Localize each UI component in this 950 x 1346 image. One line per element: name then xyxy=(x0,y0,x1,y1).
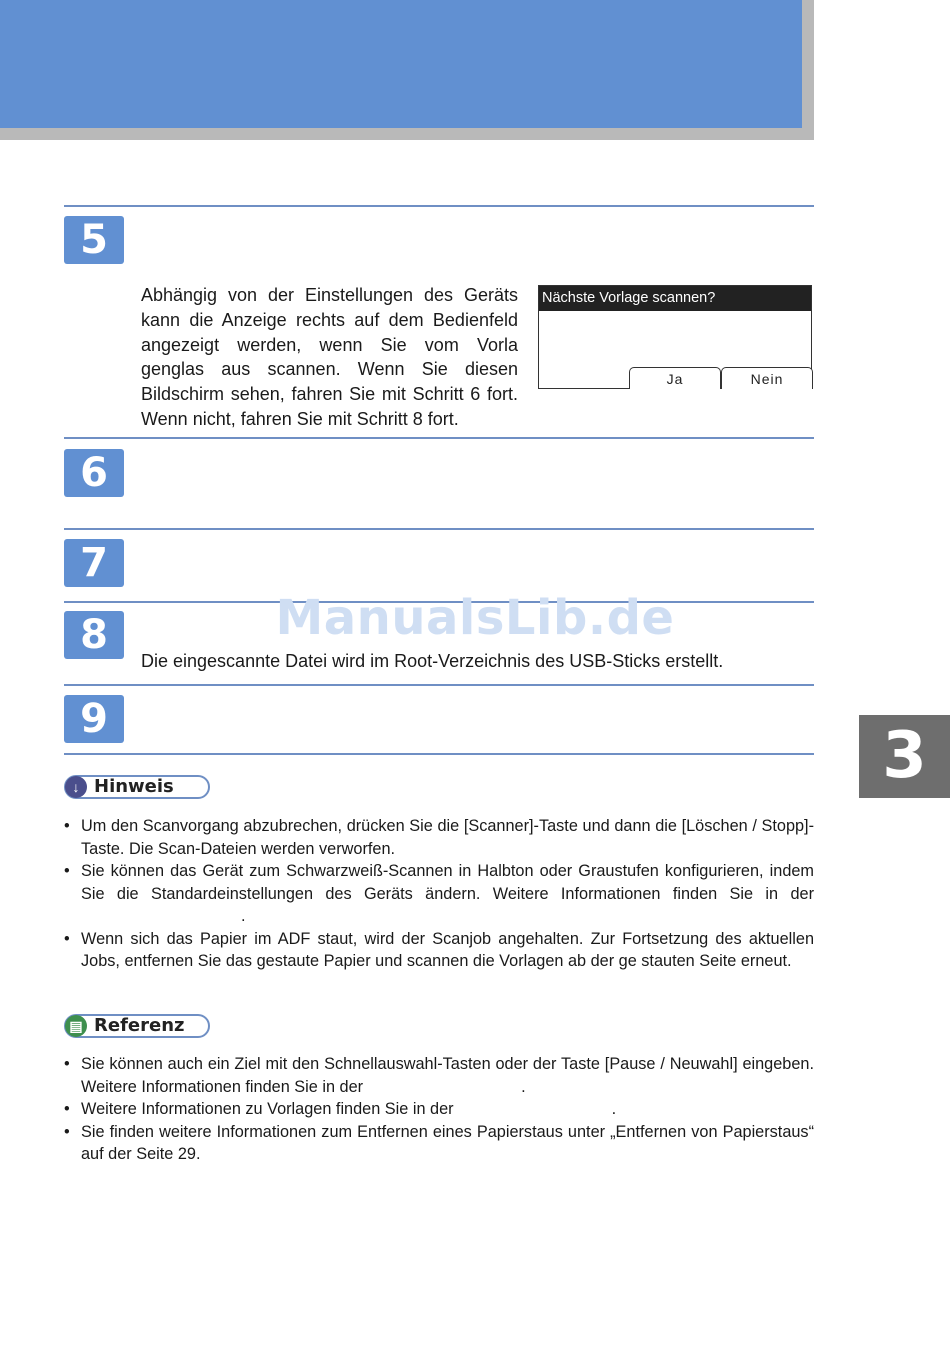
yes-button[interactable]: Ja xyxy=(629,367,721,389)
hinweis-badge xyxy=(64,775,210,799)
step-number-6: 6 xyxy=(64,449,124,497)
step8-text: Die eingescannte Datei wird im Root-Verzeichnis des USB-Sticks erstellt. xyxy=(141,651,724,671)
referenz-list xyxy=(64,1053,814,1166)
list-item: • Sie finden weitere Informationen zum Entfernen eines Papierstaus unter „Entfernen von Papierstaus“ auf der Seite 29. xyxy=(64,1121,814,1166)
chapter-tab: 3 xyxy=(859,715,950,798)
list-item: • Sie können auch ein Ziel mit den Schnellauswahl-Tasten oder der Taste [Pause / Neuwahl] eingeben. Weitere Informationen finden Sie in der . xyxy=(64,1053,814,1098)
divider xyxy=(64,753,814,755)
divider xyxy=(64,437,814,439)
divider xyxy=(64,684,814,686)
step-number-9: 9 xyxy=(64,695,124,743)
divider xyxy=(64,528,814,530)
watermark: ManualsLib.de xyxy=(275,590,675,646)
step-number-5: 5 xyxy=(64,216,124,264)
list-item: • Wenn sich das Papier im ADF staut, wird der Scanjob angehalten. Zur Fortsetzung des aktuellen Jobs, entfernen Sie das gestaute Papier und scannen die Vorlagen ab der ge stauten Seite erneut. xyxy=(64,928,814,973)
list-item: • Sie können das Gerät zum Schwarzweiß-Scannen in Halbton oder Graustufen konfigurieren, indem Sie die Standardeinstellungen des Geräts ändern. Weitere Informationen finden Sie in der. xyxy=(64,860,814,928)
header-band xyxy=(0,0,814,140)
no-button[interactable]: Nein xyxy=(721,367,813,389)
referenz-badge xyxy=(64,1014,210,1038)
step-number-7: 7 xyxy=(64,539,124,587)
document-icon: ▤ xyxy=(65,1015,87,1037)
list-item: • Weitere Informationen zu Vorlagen finden Sie in der . xyxy=(64,1098,814,1121)
arrow-down-circle-icon: ↓ xyxy=(65,776,87,798)
hinweis-label: Hinweis xyxy=(94,776,174,797)
list-item: • Um den Scanvorgang abzubrechen, drücken Sie die [Scanner]-Taste und dann die [Löschen / Stopp]-Taste. Die Scan-Dateien werden verworfen. xyxy=(64,815,814,860)
control-panel-screen xyxy=(538,285,812,389)
step-number-8: 8 xyxy=(64,611,124,659)
divider xyxy=(64,205,814,207)
hinweis-list xyxy=(64,815,814,973)
referenz-label: Referenz xyxy=(94,1015,185,1036)
panel-title: Nächste Vorlage scannen? xyxy=(539,286,811,311)
step5-text: Abhängig von der Einstellungen des Geräts kann die Anzeige rechts auf dem Bedienfeld angezeigt werden, wenn Sie vom Vorla genglas aus scannen. Wenn Sie diesen Bildschirm sehen, fahren Sie mit Schritt 6 fort. Wenn nicht, fahren Sie mit Schritt 8 fort. xyxy=(141,285,518,429)
